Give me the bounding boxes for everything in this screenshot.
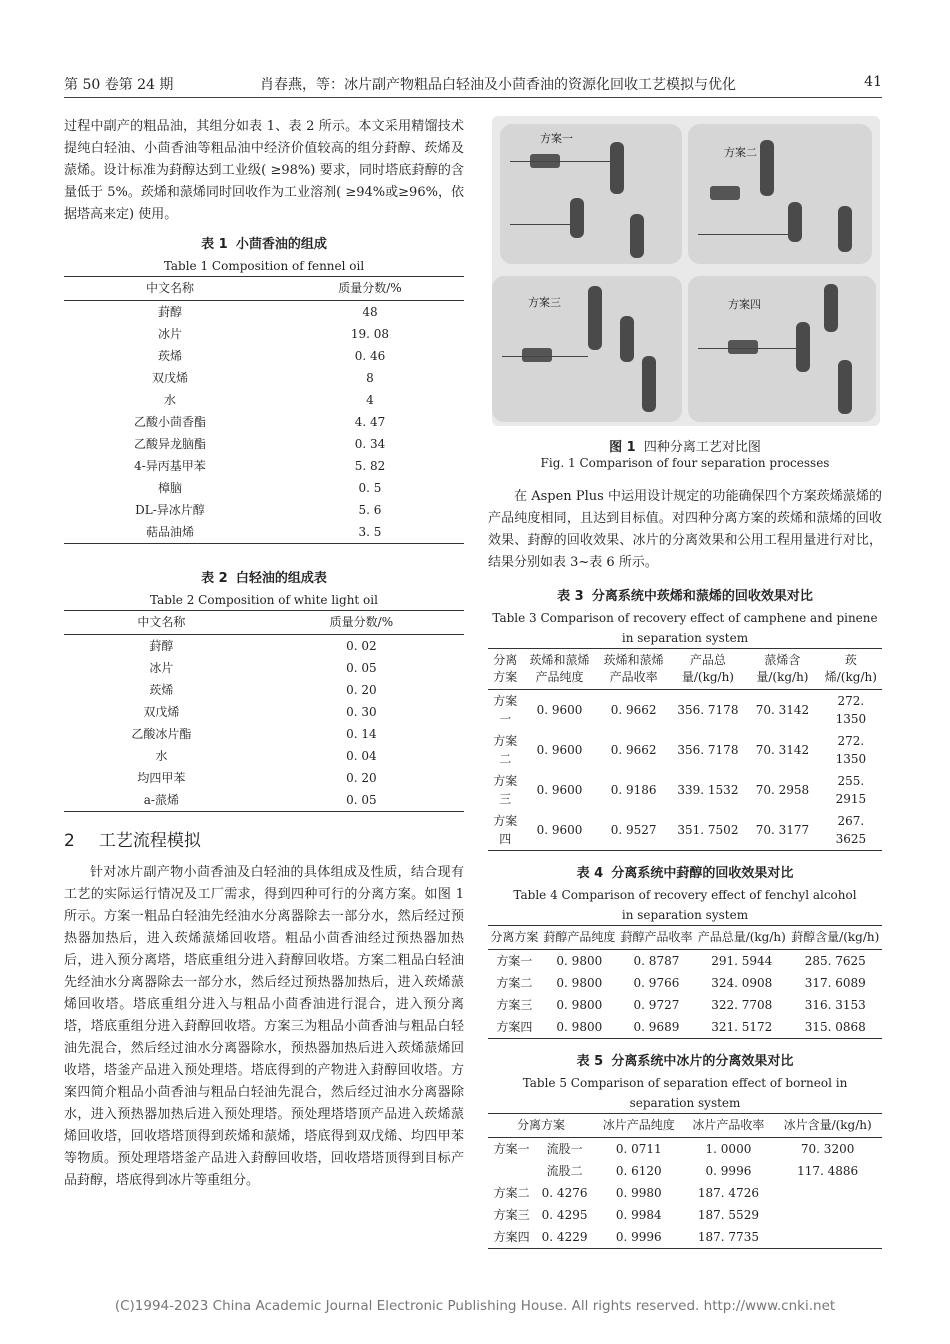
table-cell: 0. 9984 [615,1208,662,1222]
table-cell: 流股二 [546,1164,583,1178]
table2-header: 中文名称 [64,611,259,635]
section-number: 2 [64,831,75,851]
table-cell: 0. 9980 [615,1186,662,1200]
table5-header: 冰片含量/(kg/h) [773,1114,882,1138]
table1 [64,276,464,544]
table-row [488,810,882,851]
table-cell: 321. 5172 [711,1020,773,1034]
table-row [64,323,464,345]
table-cell: 0. 9600 [536,703,583,717]
table-row [488,1204,882,1226]
table-cell: 方案四 [496,1020,533,1034]
table-cell: 322. 7708 [711,998,773,1012]
table-cell: 291. 5944 [711,954,773,968]
table-cell: 187. 5529 [697,1208,759,1222]
feed-line [502,356,588,357]
table-cell: 葑醇 [149,639,174,653]
table-cell: 315. 0868 [804,1020,866,1034]
table-row [488,1138,882,1161]
table2-en-caption: Table 2 Composition of white light oil [150,593,378,607]
table-cell: 冰片 [149,661,174,675]
table4-header: 葑醇产品纯度 [541,926,618,950]
table-cell: 水 [163,393,176,407]
table-cell: 方案一 [493,694,518,726]
column [796,322,810,372]
table-cell: 317. 6089 [804,976,866,990]
table-cell: 3. 5 [358,525,382,539]
table-cell: 0. 9727 [633,998,680,1012]
table-cell: 0. 9662 [610,703,657,717]
table1-caption [64,234,464,256]
oil-water-separator [522,348,552,362]
table-cell: 方案三 [493,1208,530,1222]
table-cell: 70. 3200 [800,1142,855,1156]
panel-scheme3 [492,276,682,422]
table-row [64,367,464,389]
table1-header: 质量分数/% [276,277,464,301]
table4-en-caption: Table 4 Comparison of recovery effect of fenchyl alcohol [513,888,857,902]
table3-en-caption: Table 3 Comparison of recovery effect of camphene and pinene [492,611,878,625]
feed-line [698,234,788,235]
table4-caption [488,863,882,885]
table-cell: 0. 20 [346,771,377,785]
table-cell: 方案三 [493,774,518,806]
table-cell: 樟脑 [157,481,182,495]
column [642,356,656,412]
table-row [64,767,464,789]
table2 [64,610,464,812]
table-cell: 0. 04 [346,749,377,763]
table-cell: 方案四 [493,814,518,846]
table-row [64,455,464,477]
table-row [488,1182,882,1204]
right-column [488,486,882,1249]
table-cell: 0. 02 [346,639,377,653]
panel-title: 方案一 [540,132,573,145]
table-cell: 冰片 [157,327,182,341]
figure-label: 图 1 [609,440,636,455]
oil-water-separator [728,340,758,354]
table2-caption [64,568,464,590]
figure-en-caption: Fig. 1 Comparison of four separation processes [540,456,830,470]
table-cell: 双戊烯 [151,371,188,385]
figure-title: 四种分离工艺对比图 [643,440,761,455]
table-cell: 方案二 [496,976,533,990]
table-cell: 339. 1532 [677,783,739,797]
table-cell: 葑醇 [157,305,182,319]
copyright-footer: (C)1994-2023 China Academic Journal Electronic Publishing House. All rights reserved. http://www.cnki.net [114,1298,836,1314]
table-cell: 0. 4295 [541,1208,588,1222]
table-cell: 187. 4726 [697,1186,759,1200]
column [588,286,602,350]
table-cell: 方案一 [493,1142,530,1156]
column [570,198,584,238]
table5-en-caption: separation system [629,1096,741,1110]
table-row [64,679,464,701]
table1-title: 小茴香油的组成 [235,237,327,252]
table-cell: 0. 4229 [541,1230,588,1244]
table-cell: a-蒎烯 [143,793,179,807]
intro-paragraph: 过程中副产的粗品油，其组分如表 1、表 2 所示。本文采用精馏技术提纯白轻油、小茴香油等粗品油中经济价值较高的组分葑醇、莰烯及蒎烯。设计标准为葑醇达到工业级( ≥98%) 要求，同时塔底葑醇的含量低于 5%。莰烯和蒎烯同时回收作为工业溶剂( ≥94%或≥96%，依据塔高来定) 使用。 [64,119,464,222]
panel-scheme4 [688,276,876,422]
table1-header: 中文名称 [64,277,276,301]
table-cell: 0. 5 [358,481,382,495]
table-cell: 0. 9800 [556,976,603,990]
table-cell: 0. 9689 [633,1020,680,1034]
table-cell: 乙酸异龙脑酯 [133,437,206,451]
figure-caption [488,436,882,455]
table-cell [773,1204,882,1226]
table-cell: 莰烯 [149,683,174,697]
table1-label: 表 1 [201,237,228,252]
table-row [64,789,464,812]
table-cell: 莰烯 [157,349,182,363]
table-cell: 0. 34 [354,437,386,451]
table-cell: 356. 7178 [677,703,739,717]
table5 [488,1113,882,1249]
table-cell: 272. 1350 [835,694,867,726]
table-cell: 流股一 [546,1142,583,1156]
process-figure [492,116,880,426]
table-cell: 70. 3177 [755,823,810,837]
panel-title: 方案二 [724,146,757,159]
column [788,202,802,242]
table-cell: 1. 0000 [705,1142,752,1156]
table5-header: 冰片产品纯度 [594,1114,684,1138]
table3-en-caption: in separation system [621,631,749,645]
table-row [64,301,464,324]
table-cell: 272. 1350 [835,734,867,766]
table3-title: 分离系统中莰烯和蒎烯的回收效果对比 [591,589,813,604]
table-cell: 351. 7502 [677,823,739,837]
left-column [64,116,464,1192]
table-cell: 0. 9800 [556,1020,603,1034]
table-cell: 0. 9996 [615,1230,662,1244]
table3-header: 莰烯和蒎烯产品纯度 [522,649,596,690]
panel-scheme2 [688,124,872,264]
table-cell: 4 [366,393,374,407]
table4-header: 葑醇含量/(kg/h) [789,926,883,950]
feed-line [510,224,570,225]
table-cell: 0. 9527 [610,823,657,837]
table-row [64,635,464,658]
table-row [488,994,882,1016]
table-cell: 48 [362,305,378,319]
oil-water-separator [710,186,740,200]
panel-title: 方案三 [528,296,561,309]
section-title: 工艺流程模拟 [98,831,201,851]
table-cell: 萜品油烯 [145,525,194,539]
table-row [488,690,882,731]
table-cell [773,1182,882,1204]
table-cell: 方案三 [496,998,533,1012]
table-row [488,770,882,810]
table-cell: 4-异丙基甲苯 [134,459,206,473]
table-row [488,730,882,770]
table-cell: 0. 05 [346,793,377,807]
table-cell: 0. 9600 [536,823,583,837]
column [610,142,624,194]
table-row [64,433,464,455]
table3-header: 分离方案 [488,649,522,690]
table-cell: 0. 9800 [556,954,603,968]
table-row [64,657,464,679]
table-cell: 0. 9662 [610,743,657,757]
table-row [64,411,464,433]
table-cell: 水 [155,749,168,763]
table4 [488,925,882,1039]
table-row [488,1226,882,1249]
table-cell: 0. 9766 [633,976,680,990]
table-row [488,1160,882,1182]
table-cell: DL-异冰片醇 [135,503,205,517]
table5-header: 分离方案 [488,1114,594,1138]
table-cell: 70. 2958 [755,783,810,797]
table-cell: 0. 46 [354,349,386,363]
table-cell: 70. 3142 [755,703,810,717]
table-cell: 4. 47 [354,415,386,429]
table-row [64,389,464,411]
table5-header: 冰片产品收率 [684,1114,774,1138]
table-cell: 双戊烯 [143,705,180,719]
table4-title: 分离系统中葑醇的回收效果对比 [611,866,794,881]
table4-header: 葑醇产品收率 [618,926,695,950]
table-cell: 285. 7625 [804,954,866,968]
table-cell: 19. 08 [350,327,390,341]
table-cell: 0. 9996 [705,1164,752,1178]
table-cell: 356. 7178 [677,743,739,757]
panel-title: 方案四 [728,298,761,311]
table3-header: 莰烯/(kg/h) [820,649,882,690]
table-cell: 255. 2915 [835,774,867,806]
table-cell: 8 [366,371,374,385]
table-cell: 316. 3153 [804,998,866,1012]
table3 [488,648,882,851]
header-rule [64,97,882,98]
table3-header: 蒎烯含量/(kg/h) [745,649,820,690]
table5-label: 表 5 [576,1054,604,1069]
section-heading [64,830,464,852]
right-paragraph: 在 Aspen Plus 中运用设计规定的功能确保四个方案莰烯蒎烯的产品纯度相同，且达到目标值。对四种分离方案的莰烯和蒎烯的回收效果、葑醇的回收效果、冰片的分离效果和公用工程用量进行对比，结果分别如表 3~表 6 所示。 [488,489,882,570]
table-row [488,1016,882,1039]
table3-caption [488,586,882,608]
table-cell: 0. 30 [346,705,377,719]
table-row [488,972,882,994]
table-cell: 0. 9800 [556,998,603,1012]
table-row [64,745,464,767]
table-row [64,521,464,544]
page-number: 41 [864,74,882,90]
table-cell: 0. 0711 [615,1142,662,1156]
table-cell: 187. 7735 [697,1230,759,1244]
table4-label: 表 4 [576,866,604,881]
table-cell: 方案二 [493,734,518,766]
table-cell: 0. 05 [346,661,377,675]
table-cell: 0. 8787 [633,954,680,968]
table-row [64,477,464,499]
article-header-title: 肖春燕，等：冰片副产物粗品白轻油及小茴香油的资源化回收工艺模拟与优化 [260,77,736,93]
table-cell: 乙酸冰片酯 [131,727,192,741]
table2-label: 表 2 [201,571,228,586]
journal-issue: 第 50 卷第 24 期 [64,77,174,93]
table1-en-caption: Table 1 Composition of fennel oil [163,259,365,273]
table-cell: 0. 4276 [541,1186,588,1200]
table-cell [773,1226,882,1249]
table-cell: 5. 6 [358,503,382,517]
table3-header: 产品总量/(kg/h) [671,649,746,690]
feed-line [698,348,796,349]
column [824,284,838,332]
column [760,140,774,196]
table-cell: 乙酸小茴香酯 [133,415,206,429]
table-row [64,345,464,367]
table4-en-caption: in separation system [621,908,749,922]
table-cell: 5. 82 [354,459,386,473]
table-cell: 0. 6120 [615,1164,662,1178]
table-cell: 70. 3142 [755,743,810,757]
table-cell: 267. 3625 [835,814,867,846]
table-cell: 均四甲苯 [137,771,186,785]
column [620,316,634,362]
table-cell: 117. 4886 [797,1164,859,1178]
table5-title: 分离系统中冰片的分离效果对比 [611,1054,794,1069]
table3-label: 表 3 [557,589,584,604]
column [838,206,852,252]
table-row [64,499,464,521]
table4-header: 分离方案 [488,926,541,950]
table-cell: 0. 20 [346,683,377,697]
table2-header: 质量分数/% [259,611,464,635]
column [838,360,852,414]
table-cell [488,1160,535,1182]
table5-caption [488,1051,882,1073]
table-cell: 方案二 [493,1186,530,1200]
panel-scheme1 [500,124,682,264]
table-cell: 方案一 [496,954,533,968]
feed-line [510,161,610,162]
table5-en-caption: Table 5 Comparison of separation effect of borneol in [522,1076,848,1090]
table3-header: 莰烯和蒎烯产品收率 [597,649,671,690]
table4-header: 产品总量/(kg/h) [695,926,788,950]
table-cell: 0. 9186 [610,783,657,797]
table-row [64,723,464,745]
table-row [488,950,882,973]
table-cell: 0. 14 [346,727,377,741]
section2-paragraph: 针对冰片副产物小茴香油及白轻油的具体组成及性质，结合现有工艺的实际运行情况及工厂需求，得到四种可行的分离方案。如图 1 所示。方案一粗品白轻油先经油水分离器除去一部分水，然后经过预热器加热后，进入莰烯蒎烯回收塔。粗品小茴香油经过预热器加热后，进入预分离塔，塔底重组分进入葑醇回收塔。方案二粗品白轻油先经油水分离器除去一部分水，然后经过预热器加热后，进入莰烯蒎烯回收塔。塔底重组分进入与粗品小茴香油进行混合，进入预分离塔，塔底重组分进入葑醇回收塔。方案三为粗品小茴香油与粗品白轻油先混合，然后经过油水分离器除水，预热器加热后进入莰烯蒎烯回收塔，塔釜产品进入预处理塔。塔底得到的产物进入葑醇回收塔。方案四简介粗品小茴香油与粗品白轻油先混合，然后经过油水分离器除水，进入预热器加热后进入预处理塔。预处理塔塔顶产品进入莰烯蒎烯回收塔，回收塔塔顶得到莰烯和蒎烯，塔底得到双戊烯、均四甲苯等物质。预处理塔塔釜产品进入葑醇回收塔，回收塔塔顶得到目标产品葑醇，塔底得到冰片等重组分。 [64,865,464,1188]
table-cell: 0. 9600 [536,743,583,757]
column [630,214,644,258]
table-row [64,701,464,723]
table-cell: 0. 9600 [536,783,583,797]
table-cell: 方案四 [493,1230,530,1244]
table-cell: 324. 0908 [711,976,773,990]
table2-title: 白轻油的组成表 [235,571,327,586]
